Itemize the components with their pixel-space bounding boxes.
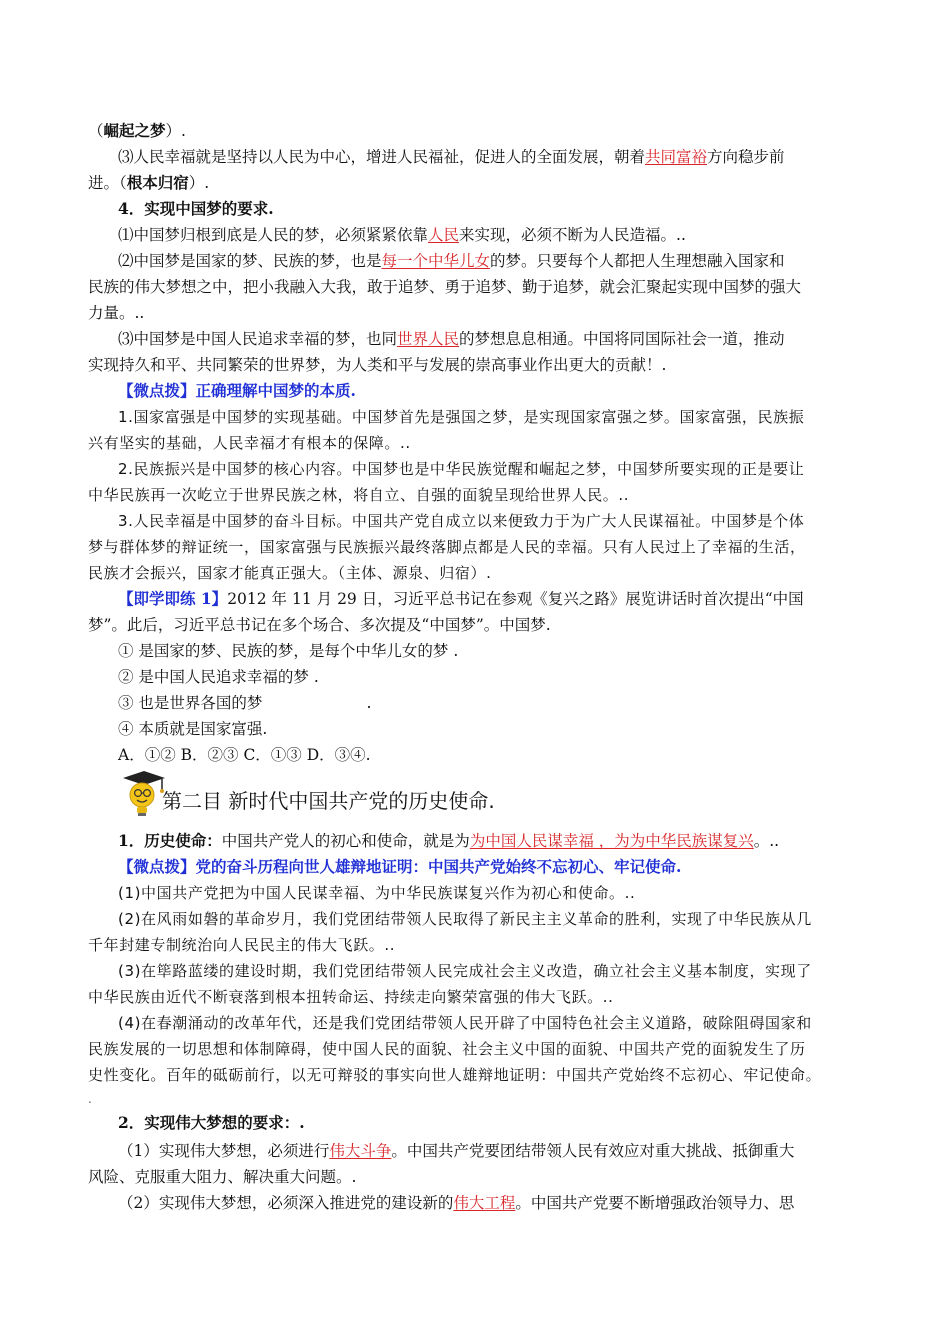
history-point-2: (2)在风雨如磐的革命岁月，我们党团结带领人民取得了新民主主义革命的胜利，实现了中华民族从几 (118, 910, 812, 928)
history-point-3: (3)在筚路蓝缕的建设时期，我们党团结带领人民完成社会主义改造，确立社会主义基本制度，实现了 (118, 962, 812, 980)
tip-3-line-1: 3.人民幸福是中国梦的奋斗目标。中国共产党自成立以来便致力于为广大人民谋福祉。中国梦是个体 (118, 512, 805, 530)
point-3-people-happiness: ⑶人民幸福就是坚持以人民为中心，增进人民福祉，促进人的全面发展，朝着共同富裕方向稳步前 (118, 148, 785, 166)
req4-item-3: ⑶中国梦是中国人民追求幸福的梦，也同世界人民的梦想息息相通。中国将同国际社会一道，推动 (118, 330, 785, 348)
history-point-4-line-2: 民族发展的一切思想和体制障碍，使中国人民的面貌、社会主义中国的面貌、中国共产党的面貌发生了历 (88, 1040, 806, 1058)
tip-3-line-3: 民族才会振兴，国家才能真正强大。（主体、源泉、归宿）. (88, 564, 492, 582)
practice-answer-choices: A．①② B．②③ C．①③ D．③④. (118, 746, 371, 764)
tip-1-line-2: 兴有坚实的基础，人民幸福才有根本的保障。.. (88, 434, 411, 452)
history-point-2-line-2: 千年封建专制统治向人民民主的伟大飞跃。.. (88, 936, 396, 954)
student-graduation-cap-icon (118, 768, 168, 818)
practice-option-1: ① 是国家的梦、民族的梦，是每个中华儿女的梦 . (118, 642, 459, 660)
history-point-1: (1)中国共产党把为中国人民谋幸福、为中华民族谋复兴作为初心和使命。.. (118, 884, 636, 902)
tip-2-line-2: 中华民族再一次屹立于世界民族之林，将自立、自强的面貌呈现给世界人民。.. (88, 486, 630, 504)
section-2-heading: 第二目 新时代中国共产党的历史使命. (162, 789, 495, 813)
req4-item-2-line-2: 民族的伟大梦想之中，把小我融入大我，敢于追梦、勇于追梦、勤于追梦，就会汇聚起实现中国梦的强大 (88, 278, 802, 296)
tip-party-history-title: 【微点拨】党的奋斗历程向世人雄辩地证明：中国共产党始终不忘初心、牢记使命. (118, 857, 682, 876)
tip-1-line-1: 1.国家富强是中国梦的实现基础。中国梦首先是强国之梦，是实现国家富强之梦。国家富强，民族振 (118, 408, 805, 426)
practice-option-2: ② 是中国人民追求幸福的梦 . (118, 668, 319, 686)
req4-item-3-line-2: 实现持久和平、共同繁荣的世界梦，为人类和平与发展的崇高事业作出更大的贡献！. (88, 356, 667, 374)
req4-item-2-line-3: 力量。.. (88, 304, 145, 322)
tip-3-line-2: 梦与群体梦的辩证统一，国家富强与民族振兴最终落脚点都是人民的幸福。只有人民过上了幸福的生活， (88, 538, 806, 556)
history-point-4-line-3: 史性变化。百年的砥砺前行，以无可辩驳的事实向世人雄辩地证明：中国共产党始终不忘初心、牢记使命。 (88, 1066, 822, 1084)
req2-title: 2．实现伟大梦想的要求：. (118, 1113, 305, 1132)
paragraph-mark: . (88, 1092, 92, 1106)
mission-line: 1．历史使命：中国共产党人的初心和使命，就是为为中国人民谋幸福 ，为为中华民族谋复兴。.. (118, 831, 780, 850)
req2-item-2: （2）实现伟大梦想，必须深入推进党的建设新的伟大工程。中国共产党要不断增强政治领导力、思 (118, 1194, 795, 1212)
req2-item-1-line-2: 风险、克服重大阻力、解决重大问题。. (88, 1168, 357, 1186)
practice-option-3: ③ 也是世界各国的梦 . (118, 694, 372, 712)
practice-question-line-2: 梦”。此后，习近平总书记在多个场合、多次提及“中国梦”。中国梦. (88, 616, 551, 634)
line-rise-dream: （崛起之梦）. (88, 121, 186, 140)
practice-option-4: ④ 本质就是国家富强. (118, 720, 268, 738)
tip-2-line-1: 2.民族振兴是中国梦的核心内容。中国梦也是中华民族觉醒和崛起之梦，中国梦所要实现的正是要让 (118, 460, 805, 478)
tip-essence-title: 【微点拨】正确理解中国梦的本质. (118, 381, 356, 400)
req4-item-1: ⑴中国梦归根到底是人民的梦，必须紧紧依靠人民来实现，必须不断为人民造福。.. (118, 226, 686, 244)
history-point-4: (4)在春潮涌动的改革年代，还是我们党团结带领人民开辟了中国特色社会主义道路，破除阻碍国家和 (118, 1014, 812, 1032)
practice-question: 【即学即练 1】2012 年 11 月 29 日，习近平总书记在参观《复兴之路》展览讲话时首次提出“中国 (118, 589, 804, 608)
point-3-continued: 进。（根本归宿）. (88, 173, 210, 192)
section-4-title: 4．实现中国梦的要求. (118, 199, 274, 218)
req4-item-2: ⑵中国梦是国家的梦、民族的梦，也是每一个中华儿女的梦。只要每个人都把人生理想融入国家和 (118, 252, 785, 270)
req2-item-1: （1）实现伟大梦想，必须进行伟大斗争。中国共产党要团结带领人民有效应对重大挑战、抵御重大 (118, 1142, 795, 1160)
history-point-3-line-2: 中华民族由近代不断衰落到根本扭转命运、持续走向繁荣富强的伟大飞跃。.. (88, 988, 614, 1006)
